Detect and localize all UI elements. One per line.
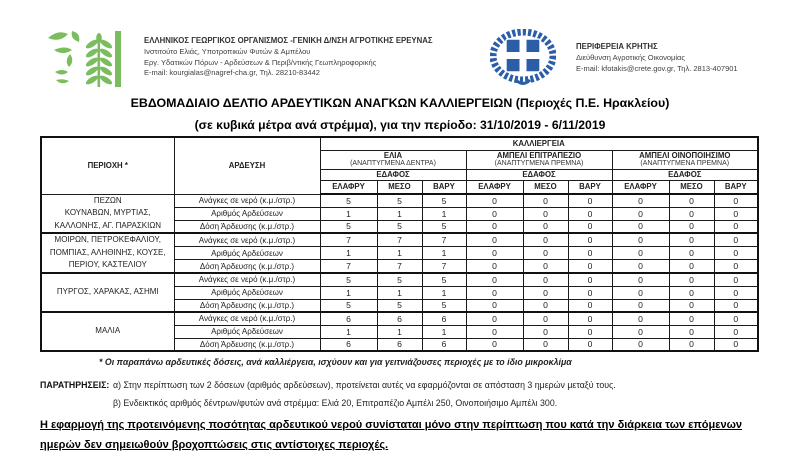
value-cell: 6 xyxy=(320,312,377,325)
value-cell: 0 xyxy=(669,194,714,207)
value-cell: 6 xyxy=(422,338,466,351)
value-cell: 0 xyxy=(466,220,523,233)
value-cell: 0 xyxy=(523,233,568,246)
soil-type-header: ΕΛΑΦΡΥ xyxy=(320,180,377,194)
org-right-contact: E-mail: kfotakis@crete.gov.gr, Τηλ. 2813-407901 xyxy=(576,63,738,73)
crop-name-olive: ΕΛΙΑ xyxy=(383,150,403,160)
value-cell: 0 xyxy=(612,247,669,260)
value-cell: 0 xyxy=(612,312,669,325)
row-label: Δόση Άρδευσης (κ.μ./στρ.) xyxy=(174,260,320,273)
soil-type-header: ΜΕΣΟ xyxy=(523,180,568,194)
table-row xyxy=(41,233,758,246)
soil-type-header: ΕΛΑΦΡΥ xyxy=(612,180,669,194)
value-cell: 0 xyxy=(669,247,714,260)
row-label: Αριθμός Αρδεύσεων xyxy=(174,286,320,299)
value-cell: 0 xyxy=(568,260,612,273)
value-cell: 0 xyxy=(612,299,669,312)
value-cell: 1 xyxy=(377,325,422,338)
org-left-dept2: Εργ. Υδατικών Πόρων - Αρδεύσεων & Περιβ/ντικής Γεωπληροφορικής xyxy=(144,57,377,67)
value-cell: 0 xyxy=(466,286,523,299)
value-cell: 0 xyxy=(714,338,758,351)
region-line: ΠΕΖΩΝ xyxy=(93,195,122,205)
observation-a: α) Στην περίπτωση των 2 δόσεων (αριθμός αρδεύσεων), προτείνεται αυτές να εφαρμόζονται σε απόσταση 3 ημερών μεταξύ τους. xyxy=(113,380,616,390)
region-line: ΚΟΥΝΑΒΩΝ, ΜΥΡΤΙΑΣ, xyxy=(64,208,151,218)
value-cell: 0 xyxy=(669,273,714,286)
value-cell: 0 xyxy=(714,273,758,286)
value-cell: 0 xyxy=(568,247,612,260)
irrigation-column-header: ΑΡΔΕΥΣΗ xyxy=(174,137,320,194)
value-cell: 0 xyxy=(568,207,612,220)
value-cell: 0 xyxy=(466,247,523,260)
value-cell: 7 xyxy=(377,233,422,246)
value-cell: 0 xyxy=(612,273,669,286)
value-cell: 5 xyxy=(377,299,422,312)
crop-name-wine-grape: ΑΜΠΕΛΙ ΟΙΝΟΠΟΙΗΣΙΜΟ xyxy=(639,150,731,160)
crop-header-table-grape xyxy=(466,150,612,169)
soil-header-wine-grape: ΕΔΑΦΟΣ xyxy=(612,169,758,180)
crop-header-wine-grape xyxy=(612,150,758,169)
elgo-wheat-face-logo-icon xyxy=(46,30,122,88)
value-cell: 0 xyxy=(669,286,714,299)
row-label: Αριθμός Αρδεύσεων xyxy=(174,247,320,260)
crop-sub-wine-grape: (ΑΝΑΠΤΥΓΜΕΝΑ ΠΡΕΜΝΑ) xyxy=(640,159,730,167)
soil-type-header: ΜΕΣΟ xyxy=(377,180,422,194)
region-cell xyxy=(41,194,174,233)
value-cell: 0 xyxy=(612,260,669,273)
value-cell: 0 xyxy=(714,194,758,207)
row-label: Δόση Άρδευσης (κ.μ./στρ.) xyxy=(174,220,320,233)
soil-type-header: ΒΑΡΥ xyxy=(568,180,612,194)
bulletin-title: ΕΒΔΟΜΑΔΙΑΙΟ ΔΕΛΤΙΟ ΑΡΔΕΥΤΙΚΩΝ ΑΝΑΓΚΩΝ ΚΑΛΛΙΕΡΓΕΙΩΝ (Περιοχές Π.Ε. Ηρακλείου) xyxy=(130,96,670,110)
value-cell: 7 xyxy=(422,260,466,273)
value-cell: 0 xyxy=(669,207,714,220)
value-cell: 0 xyxy=(523,220,568,233)
value-cell: 5 xyxy=(320,273,377,286)
region-cell xyxy=(41,233,174,273)
soil-header-olive: ΕΔΑΦΟΣ xyxy=(320,169,466,180)
value-cell: 0 xyxy=(568,286,612,299)
value-cell: 1 xyxy=(320,207,377,220)
value-cell: 1 xyxy=(422,247,466,260)
value-cell: 0 xyxy=(669,325,714,338)
value-cell: 0 xyxy=(523,286,568,299)
crop-sub-olive: (ΑΝΑΠΤΥΓΜΕΝΑ ΔΕΝΤΡΑ) xyxy=(350,159,436,167)
value-cell: 0 xyxy=(466,325,523,338)
value-cell: 0 xyxy=(669,260,714,273)
value-cell: 0 xyxy=(568,273,612,286)
org-left-text-block xyxy=(144,36,433,79)
value-cell: 0 xyxy=(568,194,612,207)
rainfall-warning-statement: Η εφαρμογή της προτεινόμενης ποσότητας αρδευτικού νερού συνίσταται μόνο στην περίπτωση που κατά την διάρκεια των επόμενων ημερών δεν σημειωθούν βροχοπτώσεις στις αντίστοιχες περιοχές. xyxy=(40,419,743,451)
row-label: Ανάγκες σε νερό (κ.μ./στρ.) xyxy=(174,194,320,207)
org-right-name: ΠΕΡΙΦΕΡΕΙΑ ΚΡΗΤΗΣ xyxy=(576,42,658,51)
value-cell: 0 xyxy=(669,233,714,246)
value-cell: 6 xyxy=(377,338,422,351)
value-cell: 1 xyxy=(320,325,377,338)
value-cell: 0 xyxy=(523,273,568,286)
row-label: Ανάγκες σε νερό (κ.μ./στρ.) xyxy=(174,312,320,325)
value-cell: 1 xyxy=(377,286,422,299)
org-left-name: ΕΛΛΗΝΙΚΟΣ ΓΕΩΡΓΙΚΟΣ ΟΡΓΑΝΙΣΜΟΣ -ΓΕΝΙΚΗ Δ/ΝΣΗ ΑΓΡΟΤΙΚΗΣ ΕΡΕΥΝΑΣ xyxy=(144,36,433,45)
value-cell: 0 xyxy=(612,338,669,351)
row-label: Αριθμός Αρδεύσεων xyxy=(174,207,320,220)
footnote-asterisk: * Οι παραπάνω αρδευτικές δόσεις, ανά καλλιέργεια, ισχύουν και για γειτνιάζουσες περιοχές με το ίδιο μικροκλίμα xyxy=(99,357,572,367)
value-cell: 0 xyxy=(466,312,523,325)
bulletin-subtitle: (σε κυβικά μέτρα ανά στρέμμα), για την περίοδο: 31/10/2019 - 6/11/2019 xyxy=(194,118,606,132)
row-label: Δόση Άρδευσης (κ.μ./στρ.) xyxy=(174,338,320,351)
value-cell: 0 xyxy=(568,325,612,338)
irrigation-needs-table xyxy=(40,136,759,352)
region-cell xyxy=(41,312,174,351)
soil-type-header: ΜΕΣΟ xyxy=(669,180,714,194)
value-cell: 0 xyxy=(523,207,568,220)
row-label: Ανάγκες σε νερό (κ.μ./στρ.) xyxy=(174,273,320,286)
crop-sub-table-grape: (ΑΝΑΠΤΥΓΜΕΝΑ ΠΡΕΜΝΑ) xyxy=(494,159,584,167)
value-cell: 0 xyxy=(714,220,758,233)
value-cell: 5 xyxy=(422,220,466,233)
value-cell: 0 xyxy=(714,233,758,246)
value-cell: 0 xyxy=(568,220,612,233)
value-cell: 7 xyxy=(320,260,377,273)
org-right-text-block xyxy=(576,42,738,74)
value-cell: 5 xyxy=(422,299,466,312)
region-line: ΠΕΡΙΟΥ, ΚΑΣΤΕΛΙΟΥ xyxy=(68,260,147,270)
observation-b: β) Ενδεικτικός αριθμός δέντρων/φυτών ανά στρέμμα: Ελιά 20, Επιτραπέζιο Αμπέλι 250, Οινοποιήσιμο Αμπέλι 300. xyxy=(113,398,558,408)
value-cell: 0 xyxy=(568,312,612,325)
crop-name-table-grape: ΑΜΠΕΛΙ ΕΠΙΤΡΑΠΕΖΙΟ xyxy=(496,150,582,160)
value-cell: 0 xyxy=(669,220,714,233)
soil-header-table-grape: ΕΔΑΦΟΣ xyxy=(466,169,612,180)
crop-header-olive xyxy=(320,150,466,169)
value-cell: 0 xyxy=(523,299,568,312)
value-cell: 1 xyxy=(377,247,422,260)
org-left-dept1: Ινστιτούτο Ελιάς, Υποτροπικών Φυτών & Αμπέλου xyxy=(144,46,311,56)
table-row xyxy=(41,312,758,325)
value-cell: 5 xyxy=(320,299,377,312)
value-cell: 0 xyxy=(523,312,568,325)
row-label: Δόση Άρδευσης (κ.μ./στρ.) xyxy=(174,299,320,312)
region-line: ΜΟΙΡΩΝ, ΠΕΤΡΟΚΕΦΑΛΙΟΥ, xyxy=(54,235,161,245)
region-line: ΜΑΛΙΑ xyxy=(95,326,121,336)
value-cell: 7 xyxy=(377,260,422,273)
value-cell: 0 xyxy=(568,233,612,246)
region-line: ΚΑΛΛΟΝΗΣ, ΑΓ. ΠΑΡΑΣΚΙΩΝ xyxy=(54,220,162,230)
value-cell: 0 xyxy=(714,247,758,260)
value-cell: 0 xyxy=(714,312,758,325)
value-cell: 6 xyxy=(422,312,466,325)
table-row xyxy=(41,194,758,207)
value-cell: 0 xyxy=(466,273,523,286)
value-cell: 0 xyxy=(466,260,523,273)
value-cell: 1 xyxy=(422,286,466,299)
table-header-row-crops xyxy=(41,137,758,150)
region-of-crete-emblem-icon xyxy=(490,29,556,87)
value-cell: 0 xyxy=(612,207,669,220)
value-cell: 0 xyxy=(612,233,669,246)
row-label: Αριθμός Αρδεύσεων xyxy=(174,325,320,338)
value-cell: 0 xyxy=(612,220,669,233)
value-cell: 0 xyxy=(714,207,758,220)
value-cell: 0 xyxy=(612,194,669,207)
value-cell: 0 xyxy=(568,299,612,312)
value-cell: 5 xyxy=(377,194,422,207)
soil-type-header: ΒΑΡΥ xyxy=(422,180,466,194)
value-cell: 0 xyxy=(714,260,758,273)
value-cell: 0 xyxy=(714,325,758,338)
value-cell: 0 xyxy=(466,207,523,220)
region-line: ΠΟΜΠΙΑΣ, ΑΛΗΘΙΝΗΣ, ΚΟΥΣΕ, xyxy=(49,247,166,257)
observations-label: ΠΑΡΑΤΗΡΗΣΕΙΣ: xyxy=(40,380,110,390)
value-cell: 1 xyxy=(320,286,377,299)
value-cell: 0 xyxy=(669,299,714,312)
value-cell: 0 xyxy=(466,233,523,246)
region-line: ΠΥΡΓΟΣ, ΧΑΡΑΚΑΣ, ΑΣΗΜΙ xyxy=(56,287,159,297)
value-cell: 6 xyxy=(377,312,422,325)
value-cell: 1 xyxy=(320,247,377,260)
value-cell: 0 xyxy=(523,338,568,351)
value-cell: 5 xyxy=(320,194,377,207)
value-cell: 7 xyxy=(422,233,466,246)
value-cell: 0 xyxy=(523,260,568,273)
org-right-dept: Διεύθυνση Αγροτικής Οικονομίας xyxy=(576,52,685,62)
value-cell: 7 xyxy=(320,233,377,246)
value-cell: 1 xyxy=(377,207,422,220)
value-cell: 0 xyxy=(669,312,714,325)
value-cell: 5 xyxy=(422,194,466,207)
soil-type-header: ΕΛΑΦΡΥ xyxy=(466,180,523,194)
value-cell: 0 xyxy=(612,325,669,338)
value-cell: 0 xyxy=(568,338,612,351)
value-cell: 0 xyxy=(714,299,758,312)
value-cell: 0 xyxy=(523,325,568,338)
value-cell: 0 xyxy=(466,194,523,207)
value-cell: 5 xyxy=(377,220,422,233)
soil-type-header: ΒΑΡΥ xyxy=(714,180,758,194)
value-cell: 0 xyxy=(523,247,568,260)
value-cell: 6 xyxy=(320,338,377,351)
region-column-header: ΠΕΡΙΟΧΗ * xyxy=(41,137,174,194)
value-cell: 1 xyxy=(422,325,466,338)
crops-group-header: ΚΑΛΛΙΕΡΓΕΙΑ xyxy=(320,137,758,150)
region-cell xyxy=(41,273,174,312)
value-cell: 5 xyxy=(422,273,466,286)
value-cell: 0 xyxy=(523,194,568,207)
value-cell: 0 xyxy=(466,299,523,312)
value-cell: 0 xyxy=(612,286,669,299)
row-label: Ανάγκες σε νερό (κ.μ./στρ.) xyxy=(174,233,320,246)
value-cell: 0 xyxy=(714,286,758,299)
value-cell: 0 xyxy=(466,338,523,351)
value-cell: 5 xyxy=(320,220,377,233)
value-cell: 1 xyxy=(422,207,466,220)
org-left-contact: E-mail: kourgialas@nagref-cha.gr, Τηλ. 28210-83442 xyxy=(144,68,320,78)
table-row xyxy=(41,273,758,286)
value-cell: 5 xyxy=(377,273,422,286)
value-cell: 0 xyxy=(669,338,714,351)
